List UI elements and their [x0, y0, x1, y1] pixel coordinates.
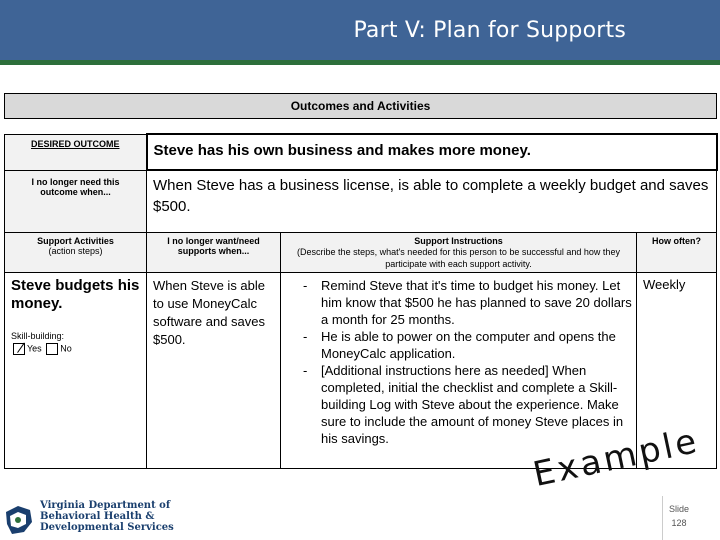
desired-outcome-cell[interactable] [147, 134, 717, 170]
logo-line-2: Behavioral Health & [40, 511, 155, 522]
col-header-no-longer-want [147, 232, 281, 272]
no-label: No [60, 342, 72, 353]
yes-checkbox[interactable] [13, 343, 25, 355]
col-instructions-sub: (Describe the steps, what's needed for this person to be successful and how they participate with each support activity. [297, 246, 620, 269]
instruction-text: He is able to power on the computer and opens the MoneyCalc application. [321, 328, 616, 361]
no-longer-need-value: When Steve has a business license, is able to complete a weekly budget and saves $500. [153, 177, 709, 215]
no-longer-need-label-cell [5, 170, 147, 232]
instruction-item [303, 362, 636, 447]
col-activities-label: Support Activities [37, 235, 114, 246]
dbhds-logo [4, 498, 204, 540]
slide-title: Part V: Plan for Supports [353, 18, 626, 43]
footer [0, 490, 720, 540]
skill-building-label: Skill-building: [11, 330, 65, 341]
activity-cell[interactable] [5, 272, 147, 468]
activity-value: Steve budgets his money. [11, 276, 140, 312]
skill-building-options [5, 341, 146, 357]
instruction-item [303, 277, 636, 328]
instruction-text: [Additional instructions here as needed] When completed, initial the checklist and complete a Skill-building Log with Steve about the experience. Make sure to include the amount of money Steve places in his savings. [321, 362, 624, 446]
desired-outcome-label: DESIRED OUTCOME [30, 138, 120, 149]
slide-header [0, 0, 720, 60]
condition-cell[interactable] [147, 272, 281, 468]
section-title: Outcomes and Activities [5, 94, 717, 119]
outcomes-form [4, 93, 716, 471]
yes-label: Yes [27, 342, 42, 353]
col-header-activities [5, 232, 147, 272]
virginia-state-icon [4, 502, 34, 536]
header-stripe [0, 60, 720, 65]
desired-outcome-value: Steve has his own business and makes more money. [153, 142, 531, 159]
spacer-row [5, 119, 717, 135]
no-longer-need-cell[interactable] [147, 170, 717, 232]
logo-line-3: Developmental Services [40, 522, 174, 533]
instruction-text: Remind Steve that it's time to budget his money. Let him know that $500 he has planned to save 20 dollars a month for 25 months. [321, 277, 632, 327]
dash-bullet: - [303, 277, 308, 293]
instructions-cell[interactable] [281, 272, 637, 468]
logo-line-1: Virginia Department of [40, 500, 171, 511]
logo-text [40, 500, 174, 533]
outcomes-table [4, 93, 718, 469]
desired-outcome-label-cell [5, 134, 147, 170]
dash-bullet: - [303, 362, 308, 378]
instructions-list [281, 273, 636, 447]
slide-label: Slide [668, 504, 689, 514]
col-activities-sub: (action steps) [48, 245, 103, 256]
example-watermark: Example [529, 420, 703, 495]
col-how-often-label: How often? [652, 235, 702, 246]
col-header-instructions [281, 232, 637, 272]
dash-bullet: - [303, 328, 308, 344]
col-no-longer-want-label: I no longer want/need supports when... [167, 235, 260, 256]
frequency-value: Weekly [643, 276, 686, 292]
col-header-how-often [637, 232, 717, 272]
slide-number-box [662, 496, 695, 540]
instruction-item [303, 328, 636, 362]
col-instructions-label: Support Instructions [414, 235, 503, 246]
no-longer-need-label: I no longer need this outcome when... [31, 176, 120, 197]
no-checkbox[interactable] [46, 343, 58, 355]
slide-number: 128 [671, 518, 687, 528]
condition-value: When Steve is able to use MoneyCalc software and saves $500. [153, 277, 266, 347]
